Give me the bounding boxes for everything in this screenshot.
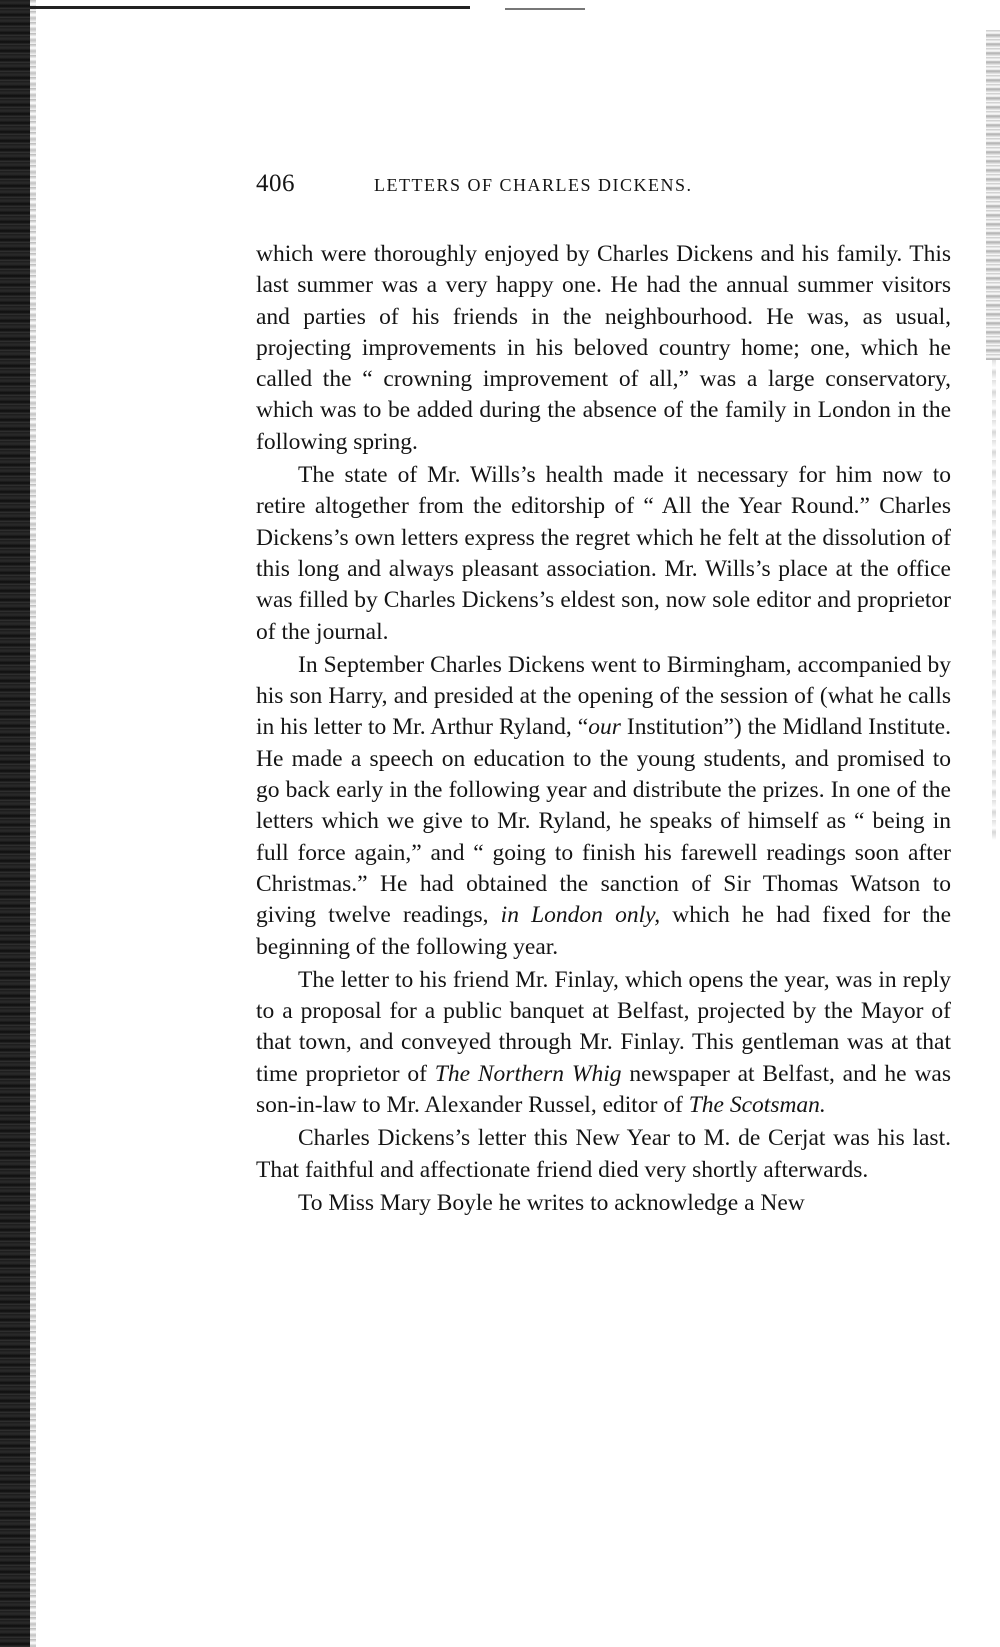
italic-text: The Northern Whig xyxy=(434,1060,622,1087)
italic-text: our xyxy=(588,714,621,741)
paragraph-2 xyxy=(256,460,951,648)
italic-text: The Scotsman. xyxy=(688,1092,826,1119)
paragraph-text: To Miss Mary Boyle he writes to acknowledge a New xyxy=(298,1189,805,1216)
scan-edge-right xyxy=(986,30,1000,360)
running-head xyxy=(256,170,960,210)
scan-edge-top xyxy=(30,6,470,9)
scan-edge-top-fragment xyxy=(505,8,585,10)
running-title: LETTERS OF CHARLES DICKENS. xyxy=(374,175,693,195)
paragraph-text: The letter to his friend Mr. Finlay, which opens the year, was in reply to a proposal for a public banquet at Belfast, projected by the Mayor of that town, and conveyed through Mr. Finlay. This gentleman was at that time proprietor of xyxy=(256,966,951,1087)
book-spine-edge xyxy=(0,0,30,1647)
italic-text: in London only, xyxy=(500,902,661,929)
paragraph-text: newspaper at Belfast, and he was son-in-law to Mr. Alexander Russel, editor of xyxy=(256,1060,951,1119)
paragraph-text: The state of Mr. Wills’s health made it necessary for him now to retire altogether from the editorship of “ All the Year Round.” Charles Dickens’s own letters express the regret which he felt at the dissolution of this long and always pleasant association. Mr. Wills’s place at the office was filled by Charles Dickens’s eldest son, now sole editor and proprietor of the journal. xyxy=(256,462,951,645)
paragraph-text: Charles Dickens’s letter this New Year to M. de Cerjat was his last. That faithful and affectionate friend died very shortly afterwards. xyxy=(256,1125,951,1183)
paragraph-5 xyxy=(256,1123,951,1186)
body-text xyxy=(256,239,951,1219)
paragraph-4 xyxy=(256,965,951,1121)
paragraph-text: which were thoroughly enjoyed by Charles Dickens and his family. This last summer was a very happy one. He had the annual summer visitors and parties of his friends in the neighbourhood. He was, as usual, projecting improvements in his beloved country home; one, which he called the “ crowning improvement of all,” was a large conservatory, which was to be added during the absence of the family in London in the following spring. xyxy=(256,241,951,455)
paragraph-text: which he had fixed for the beginning of the following year. xyxy=(256,902,952,960)
page-number: 406 xyxy=(256,170,295,197)
paragraph-text: Institution”) the Midland Institute. He made a speech on education to the young students, and promised to go back early in the following year and distribute the prizes. In one of the letters which we give to Mr. Ryland, he speaks of himself as “ being in full force again,” and “ going to finish his farewell readings soon after Christmas.” He had obtained the sanction of Sir Thomas Watson to giving twelve readings, xyxy=(256,714,951,929)
paragraph-3 xyxy=(256,650,951,963)
scan-edge-right-lower xyxy=(992,360,996,840)
paragraph-1 xyxy=(256,239,951,458)
paragraph-text: In September Charles Dickens went to Birmingham, accompanied by his son Harry, and presided at the opening of the session of (what he calls in his letter to Mr. Arthur Ryland, “ xyxy=(256,651,951,741)
paragraph-6 xyxy=(256,1188,951,1219)
page-gutter-shadow xyxy=(30,0,36,1647)
